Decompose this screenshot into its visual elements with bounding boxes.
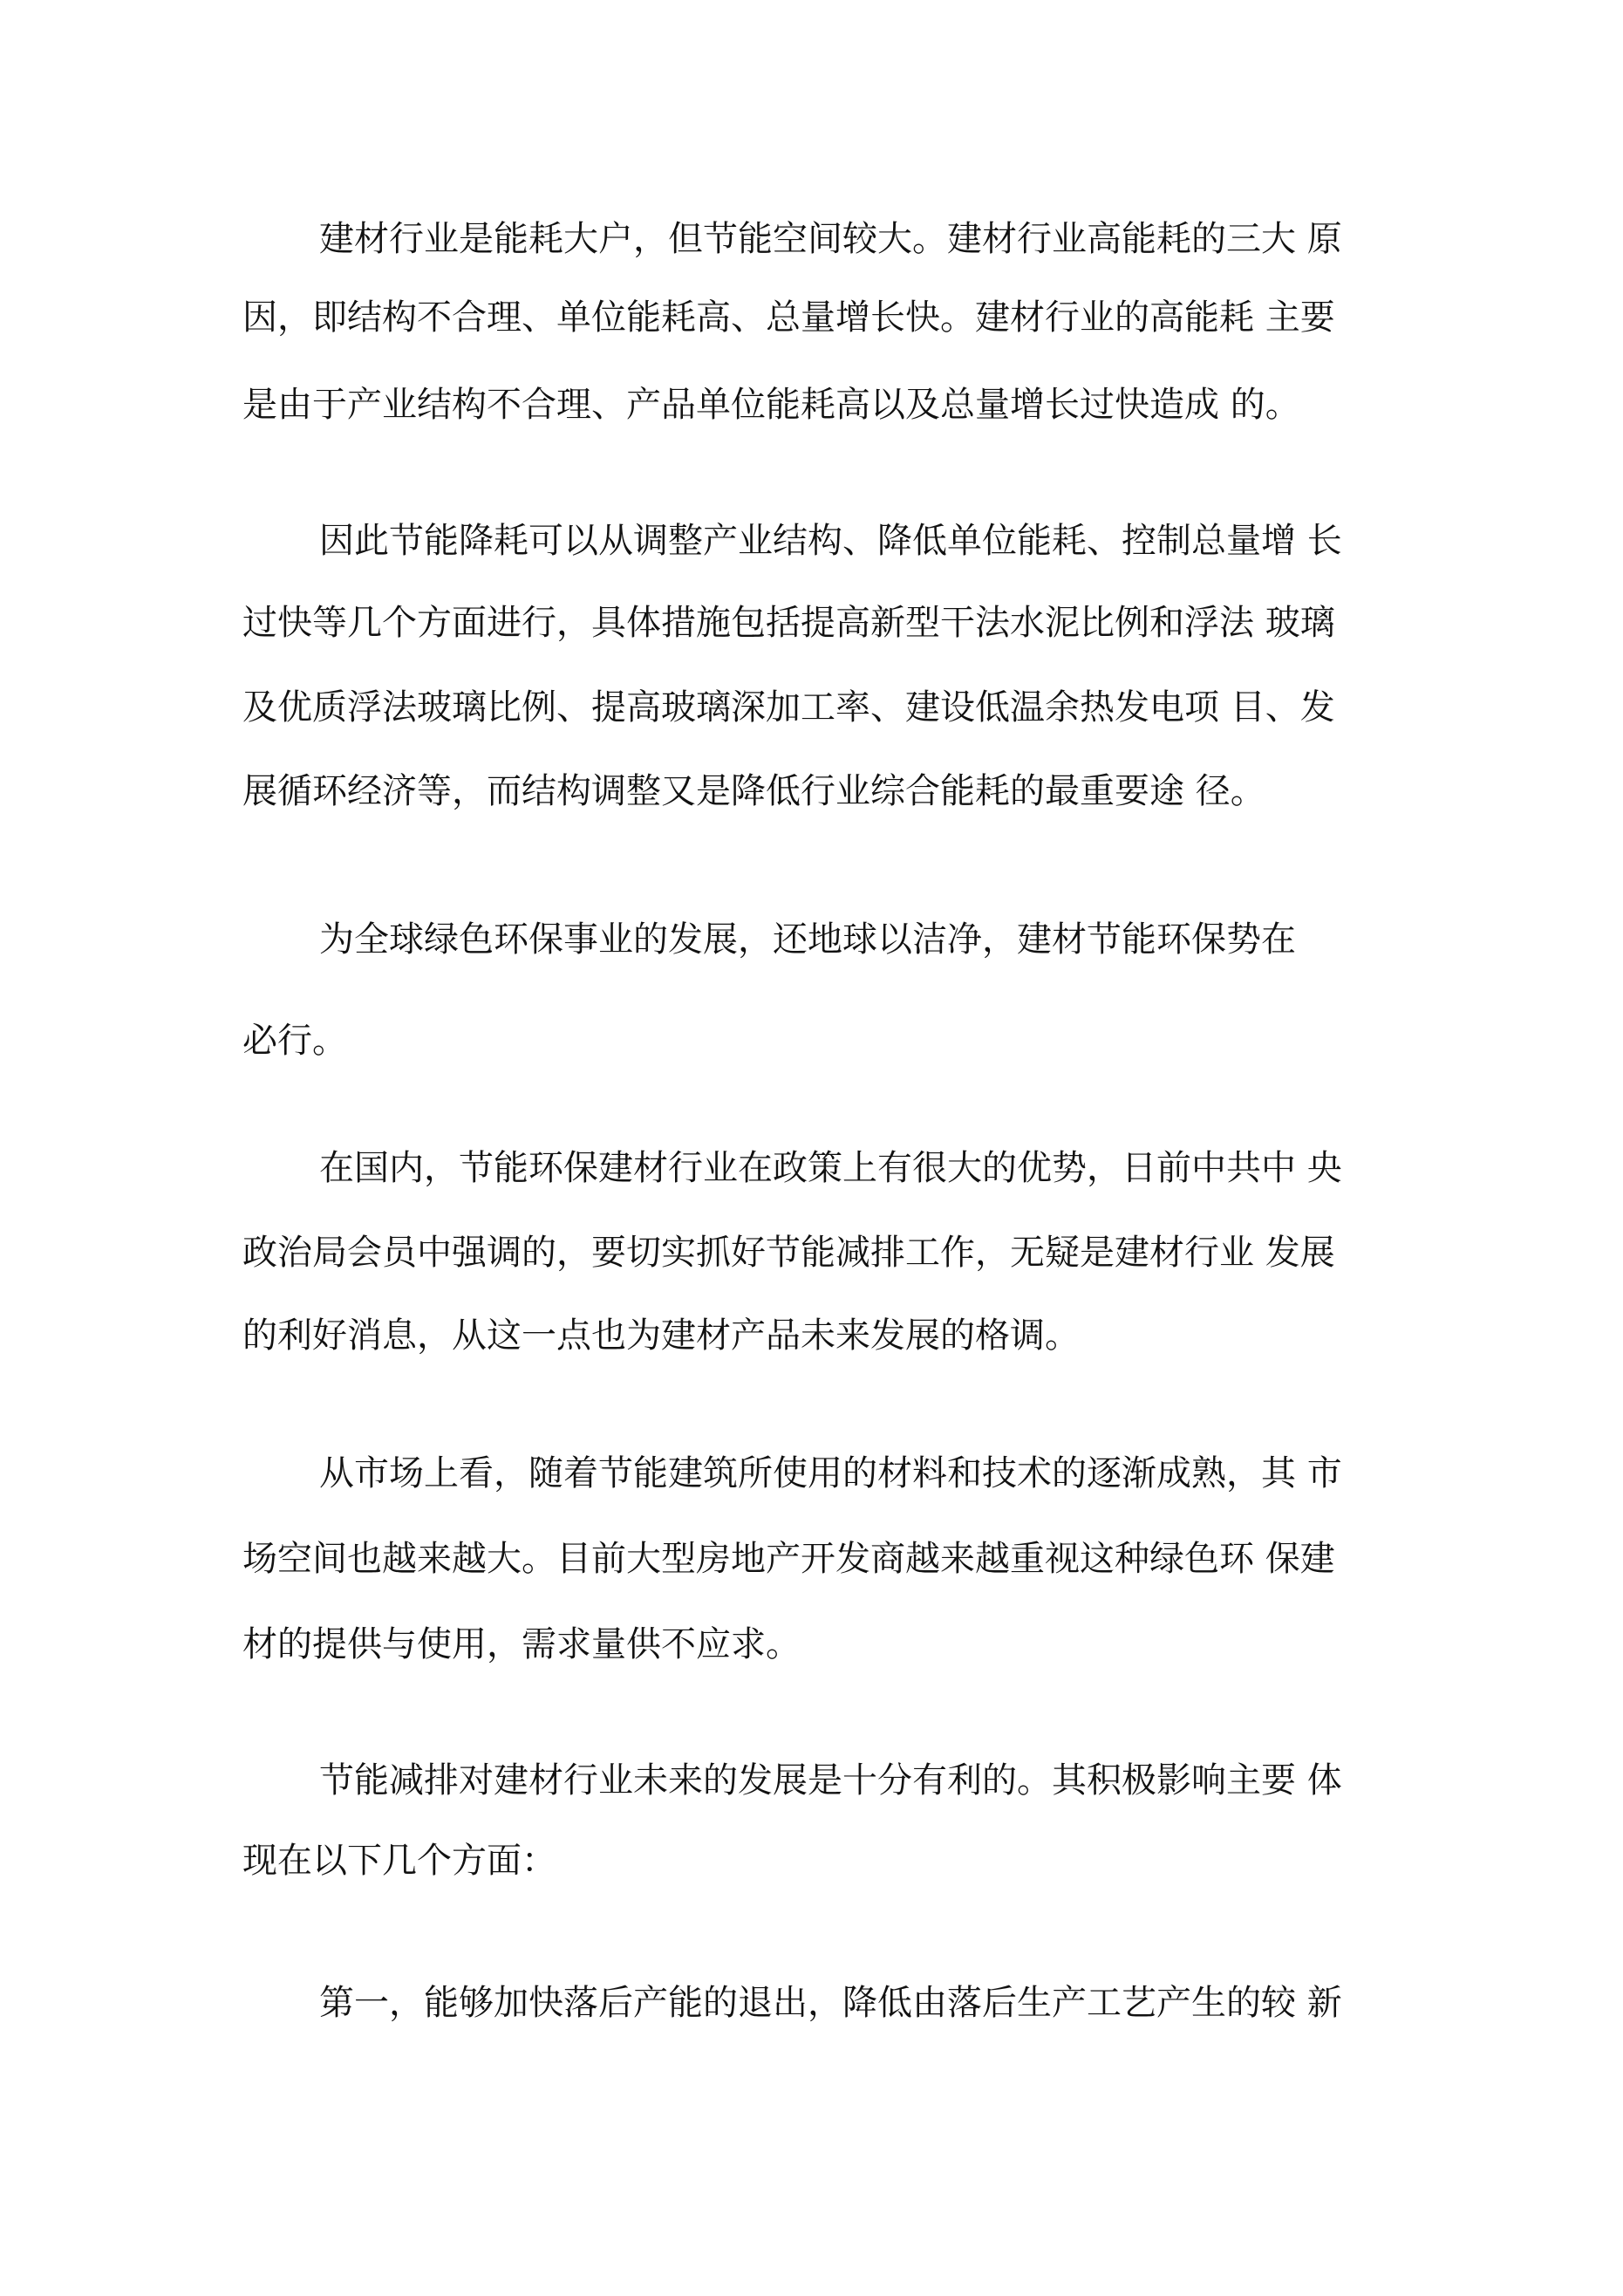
- paragraph-1-line-3: 是由于产业结构不合理、产品单位能耗高以及总量增长过快造成 的。: [242, 385, 1300, 425]
- paragraph-2-line-4: 展循环经济等，而结构调整又是降低行业综合能耗的最重要途 径。: [242, 771, 1265, 811]
- paragraph-2-line-1: 因此节能降耗可以从调整产业结构、降低单位能耗、控制总量增 长: [319, 521, 1342, 561]
- paragraph-3-line-1: 为全球绿色环保事业的发展，还地球以洁净，建材节能环保势在: [319, 919, 1296, 960]
- paragraph-4-line-1: 在国内，节能环保建材行业在政策上有很大的优势，日前中共中 央: [319, 1148, 1342, 1188]
- paragraph-7-line-1: 第一，能够加快落后产能的退出，降低由落后生产工艺产生的较 新: [319, 1983, 1342, 2023]
- paragraph-1-line-2: 因，即结构不合理、单位能耗高、总量增长快。建材行业的高能耗 主要: [242, 297, 1335, 338]
- paragraph-2-line-2: 过快等几个方面进行，具体措施包括提高新型干法水泥比例和浮法 玻璃: [242, 603, 1335, 643]
- paragraph-4-line-3: 的利好消息，从这一点也为建材产品未来发展的格调。: [242, 1315, 1080, 1356]
- paragraph-6-line-2: 现在以下几个方面：: [242, 1841, 556, 1881]
- paragraph-3-line-2: 必行。: [242, 1021, 347, 1061]
- paragraph-4-line-2: 政治局会员中强调的，要切实抓好节能减排工作，无疑是建材行业 发展: [242, 1233, 1335, 1273]
- paragraph-6-line-1: 节能减排对建材行业未来的发展是十分有利的。其积极影响主要 体: [319, 1760, 1342, 1801]
- paragraph-5-line-1: 从市场上看，随着节能建筑所使用的材料和技术的逐渐成熟，其 市: [319, 1453, 1342, 1493]
- paragraph-5-line-3: 材的提供与使用，需求量供不应求。: [242, 1624, 801, 1664]
- paragraph-2-line-3: 及优质浮法玻璃比例、提高玻璃深加工率、建设低温余热发电项 目、发: [242, 687, 1335, 728]
- paragraph-1-line-1: 建材行业是能耗大户，但节能空间较大。建材行业高能耗的三大 原: [319, 219, 1342, 259]
- paragraph-5-line-2: 场空间也越来越大。目前大型房地产开发商越来越重视这种绿色环 保建: [242, 1539, 1335, 1579]
